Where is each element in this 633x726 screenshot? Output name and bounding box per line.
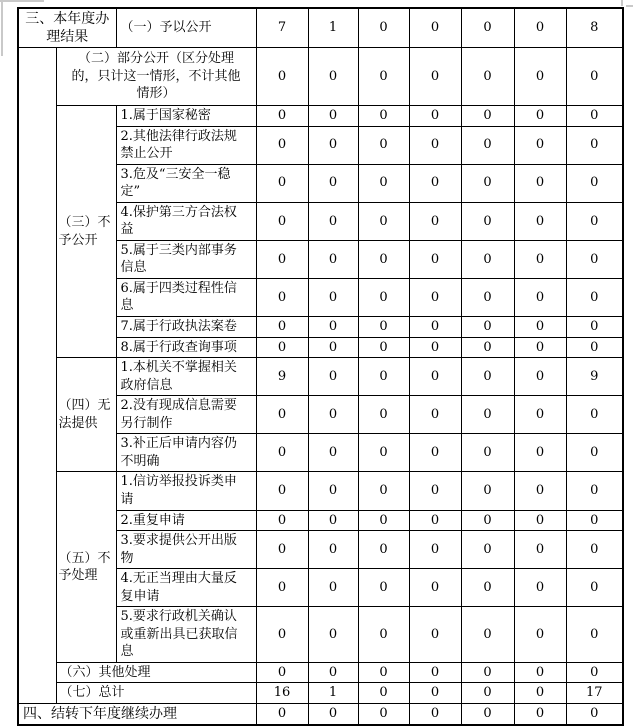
page-edge-artifact xyxy=(621,0,623,6)
value-cell: 0 xyxy=(514,531,566,569)
disclosure-results-table xyxy=(17,7,624,726)
row-label: 3.危及“三安全一稳定” xyxy=(116,164,256,202)
value-cell: 0 xyxy=(461,240,514,278)
value-cell: 0 xyxy=(308,396,358,434)
value-cell: 0 xyxy=(566,396,623,434)
value-cell: 0 xyxy=(514,396,566,434)
value-cell: 0 xyxy=(514,510,566,531)
value-cell: 0 xyxy=(461,8,514,48)
value-cell: 0 xyxy=(256,662,308,683)
value-cell: 0 xyxy=(409,8,461,48)
row-label: 4.保护第三方合法权益 xyxy=(116,202,256,240)
value-cell: 0 xyxy=(566,434,623,472)
value-cell: 0 xyxy=(566,240,623,278)
value-cell: 0 xyxy=(308,510,358,531)
group-label-not-processed: （五）不予处理 xyxy=(56,472,116,662)
value-cell: 0 xyxy=(308,703,358,725)
value-cell: 0 xyxy=(256,106,308,127)
value-cell: 0 xyxy=(358,48,409,106)
value-cell: 0 xyxy=(514,106,566,127)
group-label-unable-to-provide: （四）无法提供 xyxy=(56,358,116,472)
value-cell: 0 xyxy=(514,164,566,202)
value-cell: 0 xyxy=(514,8,566,48)
value-cell: 0 xyxy=(514,703,566,725)
value-cell: 0 xyxy=(358,202,409,240)
value-cell: 0 xyxy=(358,703,409,725)
value-cell: 0 xyxy=(409,569,461,607)
row-label: 8.属于行政查询事项 xyxy=(116,337,256,358)
value-cell: 0 xyxy=(409,662,461,683)
value-cell: 0 xyxy=(566,569,623,607)
value-cell: 0 xyxy=(308,317,358,338)
value-cell: 0 xyxy=(358,472,409,510)
value-cell: 0 xyxy=(409,607,461,663)
value-cell: 0 xyxy=(409,531,461,569)
value-cell: 0 xyxy=(514,240,566,278)
value-cell: 0 xyxy=(256,531,308,569)
row-label: 2.重复申请 xyxy=(116,510,256,531)
value-cell: 0 xyxy=(409,358,461,396)
group-label-no-disclosure: （三）不予公开 xyxy=(56,106,116,358)
value-cell: 1 xyxy=(308,683,358,704)
value-cell: 0 xyxy=(256,278,308,316)
value-cell: 0 xyxy=(308,358,358,396)
value-cell: 0 xyxy=(256,703,308,725)
section-iv-header: 四、结转下年度继续办理 xyxy=(18,703,256,725)
value-cell: 0 xyxy=(566,106,623,127)
value-cell: 0 xyxy=(409,434,461,472)
value-cell: 0 xyxy=(308,569,358,607)
value-cell: 0 xyxy=(409,278,461,316)
table-row xyxy=(18,703,623,725)
value-cell: 0 xyxy=(566,607,623,663)
value-cell: 0 xyxy=(409,106,461,127)
value-cell: 0 xyxy=(409,126,461,164)
row-label: 2.没有现成信息需要另行制作 xyxy=(116,396,256,434)
value-cell: 0 xyxy=(256,510,308,531)
row-label: （一）予以公开 xyxy=(116,8,256,48)
value-cell: 0 xyxy=(461,278,514,316)
value-cell: 0 xyxy=(358,607,409,663)
value-cell: 0 xyxy=(308,434,358,472)
value-cell: 0 xyxy=(566,703,623,725)
row-label: 1.本机关不掌握相关政府信息 xyxy=(116,358,256,396)
value-cell: 0 xyxy=(566,662,623,683)
value-cell: 16 xyxy=(256,683,308,704)
value-cell: 0 xyxy=(566,48,623,106)
value-cell: 0 xyxy=(461,164,514,202)
page-edge-artifact xyxy=(626,5,633,7)
table-row xyxy=(18,8,623,48)
row-label: 5.要求行政机关确认或重新出具已获取信息 xyxy=(116,607,256,663)
value-cell: 0 xyxy=(514,683,566,704)
value-cell: 0 xyxy=(566,531,623,569)
value-cell: 0 xyxy=(461,337,514,358)
row-label-other-processing: （六）其他处理 xyxy=(56,662,256,683)
value-cell: 0 xyxy=(409,164,461,202)
value-cell: 0 xyxy=(256,240,308,278)
value-cell: 0 xyxy=(308,472,358,510)
value-cell: 0 xyxy=(308,164,358,202)
value-cell: 0 xyxy=(358,434,409,472)
page-edge-artifact xyxy=(0,0,44,2)
value-cell: 0 xyxy=(409,48,461,106)
value-cell: 0 xyxy=(358,278,409,316)
value-cell: 0 xyxy=(256,164,308,202)
value-cell: 0 xyxy=(256,337,308,358)
value-cell: 0 xyxy=(409,337,461,358)
value-cell: 0 xyxy=(566,278,623,316)
table-row xyxy=(18,106,623,127)
value-cell: 8 xyxy=(566,8,623,48)
value-cell: 0 xyxy=(566,202,623,240)
value-cell: 0 xyxy=(358,337,409,358)
table-row xyxy=(18,358,623,396)
value-cell: 0 xyxy=(308,662,358,683)
value-cell: 0 xyxy=(358,106,409,127)
value-cell: 0 xyxy=(409,510,461,531)
value-cell: 0 xyxy=(358,358,409,396)
value-cell: 0 xyxy=(358,126,409,164)
value-cell: 0 xyxy=(358,569,409,607)
section-iii-header: 三、本年度办理结果 xyxy=(18,8,116,48)
value-cell: 0 xyxy=(256,317,308,338)
value-cell: 7 xyxy=(256,8,308,48)
value-cell: 0 xyxy=(358,662,409,683)
value-cell: 0 xyxy=(461,106,514,127)
value-cell: 0 xyxy=(308,106,358,127)
value-cell: 0 xyxy=(358,8,409,48)
value-cell: 0 xyxy=(461,607,514,663)
value-cell: 0 xyxy=(461,662,514,683)
value-cell: 0 xyxy=(358,510,409,531)
value-cell: 0 xyxy=(514,126,566,164)
row-label: 1.属于国家秘密 xyxy=(116,106,256,127)
value-cell: 0 xyxy=(514,278,566,316)
value-cell: 0 xyxy=(256,607,308,663)
value-cell: 0 xyxy=(461,202,514,240)
value-cell: 0 xyxy=(514,317,566,338)
row-label: 2.其他法律行政法规禁止公开 xyxy=(116,126,256,164)
value-cell: 0 xyxy=(566,337,623,358)
value-cell: 0 xyxy=(308,278,358,316)
value-cell: 0 xyxy=(409,202,461,240)
value-cell: 0 xyxy=(256,396,308,434)
value-cell: 0 xyxy=(308,337,358,358)
value-cell: 0 xyxy=(461,472,514,510)
page-edge-artifact xyxy=(1,0,3,56)
table-row xyxy=(18,662,623,683)
value-cell: 0 xyxy=(409,396,461,434)
value-cell: 0 xyxy=(461,396,514,434)
value-cell: 9 xyxy=(566,358,623,396)
value-cell: 0 xyxy=(308,126,358,164)
value-cell: 0 xyxy=(566,472,623,510)
value-cell: 0 xyxy=(358,531,409,569)
value-cell: 0 xyxy=(514,202,566,240)
value-cell: 0 xyxy=(461,683,514,704)
value-cell: 0 xyxy=(256,126,308,164)
value-cell: 0 xyxy=(514,662,566,683)
value-cell: 0 xyxy=(514,607,566,663)
value-cell: 0 xyxy=(256,569,308,607)
value-cell: 0 xyxy=(461,703,514,725)
value-cell: 0 xyxy=(256,202,308,240)
value-cell: 0 xyxy=(514,48,566,106)
value-cell: 0 xyxy=(409,317,461,338)
value-cell: 0 xyxy=(566,164,623,202)
value-cell: 0 xyxy=(461,126,514,164)
value-cell: 0 xyxy=(566,510,623,531)
value-cell: 9 xyxy=(256,358,308,396)
row-label: 5.属于三类内部事务信息 xyxy=(116,240,256,278)
section-iii-spacer-cell xyxy=(18,48,56,704)
value-cell: 0 xyxy=(308,240,358,278)
value-cell: 0 xyxy=(514,472,566,510)
value-cell: 0 xyxy=(409,703,461,725)
value-cell: 0 xyxy=(308,48,358,106)
value-cell: 0 xyxy=(514,434,566,472)
table-row xyxy=(18,472,623,510)
value-cell: 0 xyxy=(409,240,461,278)
value-cell: 1 xyxy=(308,8,358,48)
row-label: 3.要求提供公开出版物 xyxy=(116,531,256,569)
value-cell: 0 xyxy=(409,472,461,510)
value-cell: 0 xyxy=(409,683,461,704)
value-cell: 0 xyxy=(358,164,409,202)
row-label: 3.补正后申请内容仍不明确 xyxy=(116,434,256,472)
value-cell: 0 xyxy=(566,126,623,164)
value-cell: 0 xyxy=(256,472,308,510)
value-cell: 0 xyxy=(308,202,358,240)
value-cell: 0 xyxy=(358,317,409,338)
value-cell: 0 xyxy=(566,317,623,338)
value-cell: 0 xyxy=(514,358,566,396)
value-cell: 0 xyxy=(514,337,566,358)
value-cell: 0 xyxy=(358,396,409,434)
value-cell: 0 xyxy=(358,683,409,704)
row-label: （二）部分公开（区分处理的，只计这一情形，不计其他情形） xyxy=(56,48,256,106)
value-cell: 0 xyxy=(461,358,514,396)
value-cell: 0 xyxy=(461,434,514,472)
value-cell: 0 xyxy=(461,48,514,106)
value-cell: 0 xyxy=(256,434,308,472)
value-cell: 0 xyxy=(461,317,514,338)
value-cell: 0 xyxy=(308,531,358,569)
value-cell: 17 xyxy=(566,683,623,704)
row-label: 6.属于四类过程性信息 xyxy=(116,278,256,316)
table-row xyxy=(18,48,623,106)
value-cell: 0 xyxy=(461,569,514,607)
row-label: 4.无正当理由大量反复申请 xyxy=(116,569,256,607)
value-cell: 0 xyxy=(461,510,514,531)
row-label-total: （七）总计 xyxy=(56,683,256,704)
row-label: 7.属于行政执法案卷 xyxy=(116,317,256,338)
value-cell: 0 xyxy=(256,48,308,106)
value-cell: 0 xyxy=(358,240,409,278)
value-cell: 0 xyxy=(308,607,358,663)
value-cell: 0 xyxy=(514,569,566,607)
table-row xyxy=(18,683,623,704)
row-label: 1.信访举报投诉类申请 xyxy=(116,472,256,510)
value-cell: 0 xyxy=(461,531,514,569)
